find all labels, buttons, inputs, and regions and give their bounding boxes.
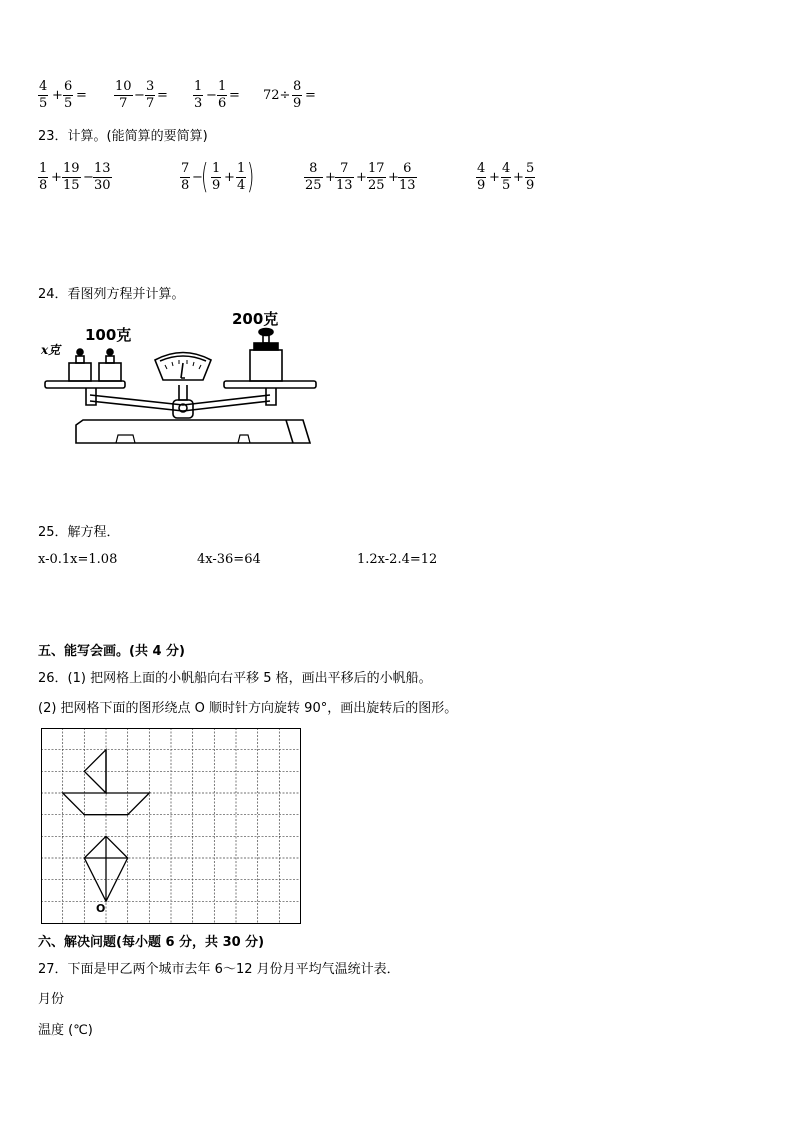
fraction: 3 7 bbox=[146, 79, 155, 111]
question-26-part-2: (2) 把网格下面的图形绕点 O 顺时针方向旋转 90°，画出旋转后的图形。 bbox=[38, 701, 458, 716]
label-x-grams: x克 bbox=[41, 343, 61, 357]
fraction: 1 6 bbox=[218, 79, 227, 111]
fraction: 5 9 bbox=[526, 161, 535, 193]
grid-figure bbox=[41, 728, 301, 924]
table-row-label-month: 月份 bbox=[38, 992, 65, 1007]
fraction: 1 3 bbox=[194, 79, 203, 111]
operator: + bbox=[356, 170, 367, 185]
fraction: 8 9 bbox=[293, 79, 302, 111]
fraction: 4 5 bbox=[39, 79, 48, 111]
operator: − bbox=[192, 170, 203, 185]
operator: + bbox=[513, 170, 524, 185]
balance-scale-figure bbox=[38, 305, 328, 450]
question-26-part-1: 26．(1) 把网格上面的小帆船向右平移 5 格，画出平移后的小帆船。 bbox=[38, 671, 432, 686]
operator: − bbox=[206, 88, 217, 103]
fraction: 1 9 bbox=[212, 161, 221, 193]
label-100-grams: 100克 bbox=[85, 326, 132, 344]
operator: + bbox=[489, 170, 500, 185]
equals: = bbox=[157, 88, 168, 103]
operator: + bbox=[52, 88, 63, 103]
right-paren: ) bbox=[246, 157, 255, 197]
point-o-label: O bbox=[96, 902, 106, 915]
question-23-title: 23．计算。(能简算的要简算) bbox=[38, 129, 208, 144]
operator: − bbox=[134, 88, 145, 103]
equals: = bbox=[76, 88, 87, 103]
operator: + bbox=[224, 170, 235, 185]
fraction: 1 4 bbox=[237, 161, 246, 193]
operator: + bbox=[388, 170, 399, 185]
equals: = bbox=[229, 88, 240, 103]
grid-drawing bbox=[41, 728, 301, 924]
fraction: 19 15 bbox=[63, 161, 80, 193]
question-27: 27．下面是甲乙两个城市去年 6～12 月份月平均气温统计表． bbox=[38, 962, 400, 977]
fraction: 1 8 bbox=[39, 161, 48, 193]
fraction: 6 13 bbox=[399, 161, 416, 193]
left-paren: ( bbox=[200, 157, 209, 197]
fraction: 4 9 bbox=[477, 161, 486, 193]
fraction: 13 30 bbox=[94, 161, 111, 193]
table-row-label-temperature: 温度 (℃) bbox=[38, 1023, 93, 1038]
operator: + bbox=[51, 170, 62, 185]
division-expression: 72÷ bbox=[263, 88, 291, 103]
equation-2: 4x-36=64 bbox=[197, 552, 261, 567]
operator: − bbox=[83, 170, 94, 185]
fraction: 4 5 bbox=[502, 161, 511, 193]
fraction: 6 5 bbox=[64, 79, 73, 111]
fraction: 17 25 bbox=[368, 161, 385, 193]
equals: = bbox=[305, 88, 316, 103]
equation-3: 1.2x-2.4=12 bbox=[357, 552, 438, 567]
section-5-heading: 五、能写会画。(共 4 分) bbox=[38, 644, 185, 659]
equation-1: x-0.1x=1.08 bbox=[38, 552, 118, 567]
label-200-grams: 200克 bbox=[232, 310, 279, 328]
question-24-title: 24．看图列方程并计算。 bbox=[38, 287, 185, 302]
balance-scale-drawing bbox=[38, 305, 328, 450]
fraction: 7 13 bbox=[336, 161, 353, 193]
section-6-heading: 六、解决问题(每小题 6 分，共 30 分) bbox=[38, 935, 265, 950]
fraction: 8 25 bbox=[305, 161, 322, 193]
fraction: 10 7 bbox=[115, 79, 132, 111]
fraction: 7 8 bbox=[181, 161, 190, 193]
question-25-title: 25．解方程． bbox=[38, 525, 120, 540]
operator: + bbox=[325, 170, 336, 185]
